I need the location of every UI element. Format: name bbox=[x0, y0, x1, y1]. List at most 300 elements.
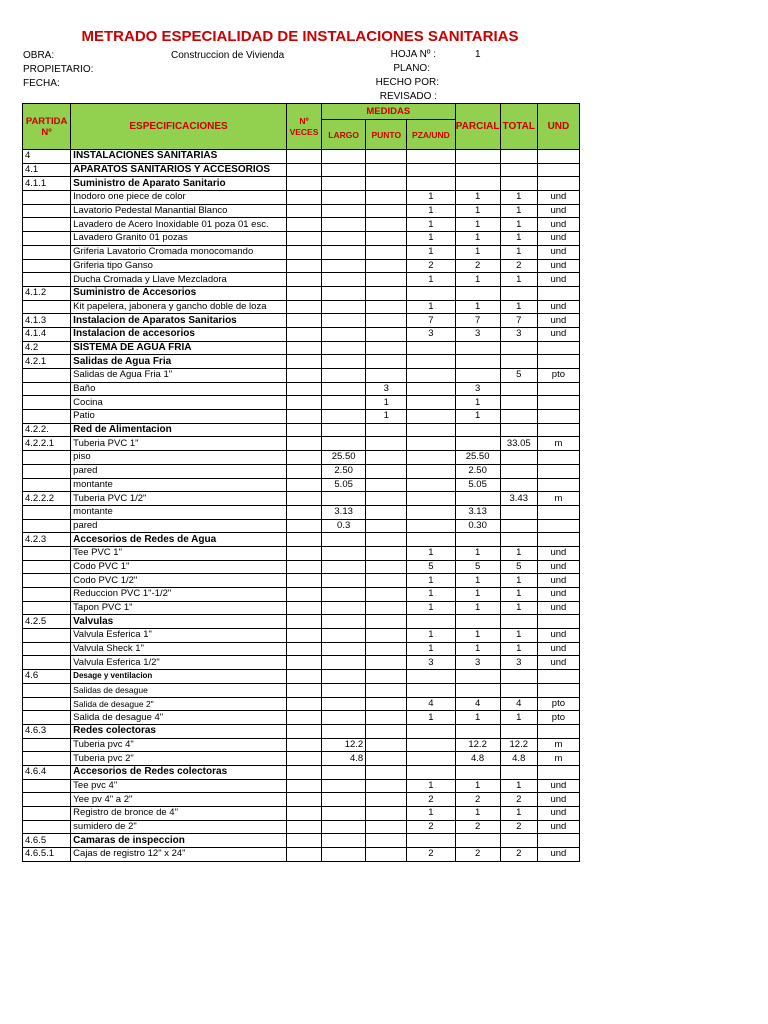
cell-und: und bbox=[537, 807, 579, 821]
cell-pza: 1 bbox=[407, 204, 455, 218]
cell-especificacion: APARATOS SANITARIOS Y ACCESORIOS bbox=[71, 163, 287, 177]
table-row bbox=[23, 642, 580, 656]
cell-especificacion: Valvulas bbox=[71, 615, 287, 629]
hecho-label: HECHO POR: bbox=[375, 77, 439, 88]
cell-pza: 1 bbox=[407, 779, 455, 793]
cell-punto bbox=[366, 163, 407, 177]
cell-partida bbox=[23, 560, 71, 574]
cell-parcial: 1 bbox=[455, 218, 500, 232]
table-row bbox=[23, 574, 580, 588]
cell-partida: 4.2.2. bbox=[23, 423, 71, 437]
cell-punto bbox=[366, 807, 407, 821]
cell-punto bbox=[366, 738, 407, 752]
cell-largo bbox=[322, 629, 366, 643]
cell-total: 2 bbox=[500, 848, 537, 862]
page-title: METRADO ESPECIALIDAD DE INSTALACIONES SANITARIAS bbox=[81, 28, 519, 45]
cell-largo bbox=[322, 793, 366, 807]
table-row bbox=[23, 150, 580, 164]
cell-parcial bbox=[455, 355, 500, 369]
cell-pza: 1 bbox=[407, 300, 455, 314]
table-row bbox=[23, 588, 580, 602]
cell-total: 1 bbox=[500, 191, 537, 205]
cell-punto bbox=[366, 355, 407, 369]
cell-und bbox=[537, 410, 579, 424]
cell-veces bbox=[286, 150, 321, 164]
cell-especificacion: Tee pvc 4" bbox=[71, 779, 287, 793]
cell-pza: 1 bbox=[407, 218, 455, 232]
cell-largo bbox=[322, 259, 366, 273]
cell-partida bbox=[23, 546, 71, 560]
cell-partida bbox=[23, 683, 71, 697]
table-row bbox=[23, 464, 580, 478]
cell-total: 1 bbox=[500, 711, 537, 725]
cell-largo bbox=[322, 150, 366, 164]
revisado-label: REVISADO : bbox=[379, 91, 437, 102]
cell-punto bbox=[366, 793, 407, 807]
cell-especificacion: Cajas de registro 12" x 24" bbox=[71, 848, 287, 862]
cell-pza: 1 bbox=[407, 588, 455, 602]
cell-total: 7 bbox=[500, 314, 537, 328]
cell-especificacion: Salidas de desague bbox=[71, 683, 287, 697]
cell-parcial: 3 bbox=[455, 656, 500, 670]
cell-especificacion: Camaras de inspeccion bbox=[71, 834, 287, 848]
cell-especificacion: Griferia tipo Ganso bbox=[71, 259, 287, 273]
cell-largo bbox=[322, 423, 366, 437]
cell-parcial: 5 bbox=[455, 560, 500, 574]
cell-total: 1 bbox=[500, 546, 537, 560]
cell-partida: 4.1.3 bbox=[23, 314, 71, 328]
cell-largo bbox=[322, 437, 366, 451]
cell-partida bbox=[23, 738, 71, 752]
cell-veces bbox=[286, 615, 321, 629]
cell-parcial bbox=[455, 765, 500, 779]
cell-parcial: 1 bbox=[455, 588, 500, 602]
cell-parcial: 1 bbox=[455, 574, 500, 588]
cell-parcial bbox=[455, 423, 500, 437]
cell-veces bbox=[286, 369, 321, 383]
cell-largo bbox=[322, 355, 366, 369]
table-row bbox=[23, 752, 580, 766]
cell-especificacion: Valvula Sheck 1" bbox=[71, 642, 287, 656]
cell-total: 1 bbox=[500, 642, 537, 656]
cell-partida bbox=[23, 464, 71, 478]
cell-und: pto bbox=[537, 697, 579, 711]
cell-punto bbox=[366, 464, 407, 478]
cell-veces bbox=[286, 820, 321, 834]
cell-veces bbox=[286, 834, 321, 848]
cell-largo bbox=[322, 820, 366, 834]
cell-punto bbox=[366, 314, 407, 328]
cell-und: m bbox=[537, 492, 579, 506]
table-row bbox=[23, 848, 580, 862]
cell-parcial bbox=[455, 286, 500, 300]
cell-parcial: 1 bbox=[455, 300, 500, 314]
cell-partida: 4.6 bbox=[23, 670, 71, 684]
table-row bbox=[23, 738, 580, 752]
cell-largo bbox=[322, 410, 366, 424]
cell-veces bbox=[286, 451, 321, 465]
cell-veces bbox=[286, 273, 321, 287]
plano-label: PLANO: bbox=[393, 63, 430, 74]
cell-pza bbox=[407, 834, 455, 848]
cell-partida bbox=[23, 245, 71, 259]
cell-veces bbox=[286, 670, 321, 684]
hoja-label: HOJA Nº : bbox=[390, 49, 436, 60]
table-row bbox=[23, 629, 580, 643]
cell-pza bbox=[407, 724, 455, 738]
cell-total bbox=[500, 478, 537, 492]
cell-punto bbox=[366, 588, 407, 602]
cell-veces bbox=[286, 779, 321, 793]
cell-und bbox=[537, 150, 579, 164]
cell-largo bbox=[322, 670, 366, 684]
cell-especificacion: Reduccion PVC 1"-1/2" bbox=[71, 588, 287, 602]
cell-parcial: 1 bbox=[455, 642, 500, 656]
cell-veces bbox=[286, 492, 321, 506]
cell-punto bbox=[366, 150, 407, 164]
cell-und bbox=[537, 396, 579, 410]
cell-especificacion: Lavadero Granito 01 pozas bbox=[71, 232, 287, 246]
cell-especificacion: Patio bbox=[71, 410, 287, 424]
cell-punto bbox=[366, 218, 407, 232]
cell-punto bbox=[366, 177, 407, 191]
cell-veces bbox=[286, 629, 321, 643]
cell-punto bbox=[366, 560, 407, 574]
cell-total: 3 bbox=[500, 327, 537, 341]
cell-largo bbox=[322, 560, 366, 574]
cell-pza: 2 bbox=[407, 259, 455, 273]
cell-especificacion: SISTEMA DE AGUA FRIA bbox=[71, 341, 287, 355]
cell-partida bbox=[23, 451, 71, 465]
table-row bbox=[23, 697, 580, 711]
cell-especificacion: INSTALACIONES SANITARIAS bbox=[71, 150, 287, 164]
cell-und: und bbox=[537, 218, 579, 232]
cell-partida bbox=[23, 300, 71, 314]
cell-punto bbox=[366, 752, 407, 766]
cell-und bbox=[537, 355, 579, 369]
cell-total: 1 bbox=[500, 629, 537, 643]
cell-pza: 1 bbox=[407, 601, 455, 615]
cell-partida bbox=[23, 656, 71, 670]
table-row bbox=[23, 601, 580, 615]
cell-total: 1 bbox=[500, 232, 537, 246]
cell-partida bbox=[23, 601, 71, 615]
cell-parcial: 2 bbox=[455, 848, 500, 862]
table-row bbox=[23, 396, 580, 410]
cell-parcial: 12.2 bbox=[455, 738, 500, 752]
cell-partida bbox=[23, 711, 71, 725]
cell-total: 1 bbox=[500, 588, 537, 602]
cell-veces bbox=[286, 245, 321, 259]
cell-veces bbox=[286, 560, 321, 574]
cell-und bbox=[537, 177, 579, 191]
cell-und bbox=[537, 505, 579, 519]
table-row bbox=[23, 670, 580, 684]
table-row bbox=[23, 807, 580, 821]
cell-pza bbox=[407, 738, 455, 752]
cell-largo bbox=[322, 204, 366, 218]
cell-veces bbox=[286, 738, 321, 752]
cell-especificacion: Tuberia PVC 1/2" bbox=[71, 492, 287, 506]
cell-und bbox=[537, 382, 579, 396]
cell-pza: 2 bbox=[407, 820, 455, 834]
cell-total bbox=[500, 670, 537, 684]
cell-total: 3 bbox=[500, 656, 537, 670]
cell-especificacion: Tuberia pvc 2" bbox=[71, 752, 287, 766]
cell-parcial: 3.13 bbox=[455, 505, 500, 519]
cell-largo bbox=[322, 683, 366, 697]
cell-largo bbox=[322, 724, 366, 738]
cell-veces bbox=[286, 191, 321, 205]
cell-veces bbox=[286, 711, 321, 725]
cell-pza: 2 bbox=[407, 793, 455, 807]
cell-und: m bbox=[537, 752, 579, 766]
cell-punto bbox=[366, 437, 407, 451]
table-row bbox=[23, 560, 580, 574]
cell-parcial bbox=[455, 177, 500, 191]
cell-largo bbox=[322, 779, 366, 793]
cell-especificacion: Kit papelera, jabonera y gancho doble de loza bbox=[71, 300, 287, 314]
cell-pza: 5 bbox=[407, 560, 455, 574]
table-row bbox=[23, 505, 580, 519]
table-row bbox=[23, 437, 580, 451]
cell-pza bbox=[407, 410, 455, 424]
cell-largo bbox=[322, 642, 366, 656]
cell-pza bbox=[407, 533, 455, 547]
cell-especificacion: Redes colectoras bbox=[71, 724, 287, 738]
cell-total: 4.8 bbox=[500, 752, 537, 766]
cell-punto bbox=[366, 232, 407, 246]
cell-especificacion: Lavatorio Pedestal Manantial Blanco bbox=[71, 204, 287, 218]
cell-punto bbox=[366, 656, 407, 670]
cell-total: 1 bbox=[500, 204, 537, 218]
cell-veces bbox=[286, 505, 321, 519]
cell-und bbox=[537, 834, 579, 848]
cell-pza bbox=[407, 437, 455, 451]
table-row bbox=[23, 191, 580, 205]
table-row bbox=[23, 779, 580, 793]
cell-largo bbox=[322, 848, 366, 862]
cell-pza: 1 bbox=[407, 642, 455, 656]
cell-especificacion: Tee PVC 1" bbox=[71, 546, 287, 560]
cell-und: und bbox=[537, 273, 579, 287]
cell-partida bbox=[23, 218, 71, 232]
cell-pza: 7 bbox=[407, 314, 455, 328]
cell-pza: 1 bbox=[407, 807, 455, 821]
cell-total bbox=[500, 286, 537, 300]
cell-partida bbox=[23, 204, 71, 218]
cell-und bbox=[537, 451, 579, 465]
cell-especificacion: montante bbox=[71, 478, 287, 492]
col-parcial: PARCIAL bbox=[455, 104, 500, 150]
cell-punto bbox=[366, 191, 407, 205]
cell-pza: 3 bbox=[407, 327, 455, 341]
cell-veces bbox=[286, 642, 321, 656]
cell-total: 2 bbox=[500, 793, 537, 807]
cell-veces bbox=[286, 396, 321, 410]
cell-total: 1 bbox=[500, 601, 537, 615]
table-row bbox=[23, 656, 580, 670]
cell-und: und bbox=[537, 560, 579, 574]
cell-largo bbox=[322, 834, 366, 848]
cell-especificacion: montante bbox=[71, 505, 287, 519]
cell-total: 1 bbox=[500, 779, 537, 793]
cell-partida: 4.1.1 bbox=[23, 177, 71, 191]
table-row bbox=[23, 724, 580, 738]
cell-total bbox=[500, 177, 537, 191]
cell-veces bbox=[286, 163, 321, 177]
cell-pza bbox=[407, 382, 455, 396]
cell-partida bbox=[23, 697, 71, 711]
cell-especificacion: pared bbox=[71, 464, 287, 478]
cell-punto bbox=[366, 711, 407, 725]
cell-total bbox=[500, 423, 537, 437]
cell-punto bbox=[366, 259, 407, 273]
cell-total: 1 bbox=[500, 245, 537, 259]
table-row bbox=[23, 327, 580, 341]
cell-parcial: 0.30 bbox=[455, 519, 500, 533]
cell-und: m bbox=[537, 437, 579, 451]
cell-partida bbox=[23, 779, 71, 793]
cell-pza: 1 bbox=[407, 629, 455, 643]
cell-veces bbox=[286, 314, 321, 328]
cell-parcial: 1 bbox=[455, 807, 500, 821]
cell-veces bbox=[286, 204, 321, 218]
col-especificaciones: ESPECIFICACIONES bbox=[71, 104, 287, 150]
cell-pza: 1 bbox=[407, 711, 455, 725]
table-row bbox=[23, 451, 580, 465]
col-largo: LARGO bbox=[322, 120, 366, 150]
cell-especificacion: pared bbox=[71, 519, 287, 533]
cell-total bbox=[500, 505, 537, 519]
cell-partida: 4.2.5 bbox=[23, 615, 71, 629]
cell-total bbox=[500, 724, 537, 738]
cell-pza bbox=[407, 464, 455, 478]
col-total: TOTAL bbox=[500, 104, 537, 150]
cell-largo bbox=[322, 382, 366, 396]
cell-und: und bbox=[537, 793, 579, 807]
cell-largo bbox=[322, 314, 366, 328]
cell-partida: 4.2.1 bbox=[23, 355, 71, 369]
cell-veces bbox=[286, 533, 321, 547]
table-row bbox=[23, 793, 580, 807]
cell-parcial: 1 bbox=[455, 410, 500, 424]
cell-punto bbox=[366, 779, 407, 793]
cell-und: und bbox=[537, 314, 579, 328]
cell-partida: 4 bbox=[23, 150, 71, 164]
cell-largo: 3.13 bbox=[322, 505, 366, 519]
cell-largo bbox=[322, 177, 366, 191]
cell-und bbox=[537, 670, 579, 684]
cell-pza: 1 bbox=[407, 191, 455, 205]
cell-und bbox=[537, 615, 579, 629]
cell-und: und bbox=[537, 820, 579, 834]
cell-especificacion: Instalacion de Aparatos Sanitarios bbox=[71, 314, 287, 328]
cell-especificacion: Inodoro one piece de color bbox=[71, 191, 287, 205]
table-row bbox=[23, 711, 580, 725]
cell-parcial: 1 bbox=[455, 273, 500, 287]
cell-pza: 1 bbox=[407, 546, 455, 560]
cell-partida bbox=[23, 478, 71, 492]
cell-parcial bbox=[455, 369, 500, 383]
cell-parcial: 1 bbox=[455, 601, 500, 615]
table-row bbox=[23, 683, 580, 697]
cell-especificacion: Yee pv 4" a 2" bbox=[71, 793, 287, 807]
cell-und: pto bbox=[537, 711, 579, 725]
cell-punto bbox=[366, 765, 407, 779]
cell-pza: 1 bbox=[407, 232, 455, 246]
cell-partida bbox=[23, 519, 71, 533]
cell-punto bbox=[366, 300, 407, 314]
cell-punto bbox=[366, 642, 407, 656]
table-row bbox=[23, 300, 580, 314]
cell-punto bbox=[366, 533, 407, 547]
table-row bbox=[23, 382, 580, 396]
cell-punto bbox=[366, 451, 407, 465]
cell-largo bbox=[322, 300, 366, 314]
cell-largo bbox=[322, 601, 366, 615]
cell-largo bbox=[322, 327, 366, 341]
cell-total bbox=[500, 834, 537, 848]
cell-largo: 4.8 bbox=[322, 752, 366, 766]
cell-und bbox=[537, 533, 579, 547]
table-row bbox=[23, 245, 580, 259]
cell-parcial bbox=[455, 834, 500, 848]
cell-largo bbox=[322, 273, 366, 287]
cell-punto bbox=[366, 834, 407, 848]
cell-pza: 1 bbox=[407, 574, 455, 588]
col-partida: PARTIDA Nº bbox=[23, 104, 71, 150]
cell-pza bbox=[407, 177, 455, 191]
cell-total: 1 bbox=[500, 574, 537, 588]
cell-pza bbox=[407, 163, 455, 177]
cell-partida bbox=[23, 410, 71, 424]
cell-pza: 2 bbox=[407, 848, 455, 862]
cell-veces bbox=[286, 574, 321, 588]
cell-partida bbox=[23, 382, 71, 396]
cell-und: pto bbox=[537, 369, 579, 383]
cell-punto bbox=[366, 423, 407, 437]
cell-total bbox=[500, 382, 537, 396]
table-row bbox=[23, 820, 580, 834]
cell-veces bbox=[286, 601, 321, 615]
cell-und: und bbox=[537, 191, 579, 205]
cell-especificacion: Codo PVC 1/2" bbox=[71, 574, 287, 588]
hoja-value: 1 bbox=[475, 49, 481, 60]
col-veces: Nº VECES bbox=[286, 104, 321, 150]
cell-especificacion: Cocina bbox=[71, 396, 287, 410]
cell-pza bbox=[407, 423, 455, 437]
table-row bbox=[23, 492, 580, 506]
cell-total: 2 bbox=[500, 259, 537, 273]
cell-especificacion: Registro de bronce de 4" bbox=[71, 807, 287, 821]
table-row bbox=[23, 163, 580, 177]
cell-especificacion: piso bbox=[71, 451, 287, 465]
cell-partida bbox=[23, 505, 71, 519]
cell-largo bbox=[322, 492, 366, 506]
cell-und: und bbox=[537, 779, 579, 793]
cell-veces bbox=[286, 177, 321, 191]
cell-punto bbox=[366, 683, 407, 697]
cell-total: 1 bbox=[500, 807, 537, 821]
cell-veces bbox=[286, 793, 321, 807]
cell-especificacion: Tuberia PVC 1" bbox=[71, 437, 287, 451]
cell-punto bbox=[366, 574, 407, 588]
cell-pza: 3 bbox=[407, 656, 455, 670]
cell-total: 3.43 bbox=[500, 492, 537, 506]
table-row bbox=[23, 259, 580, 273]
cell-veces bbox=[286, 410, 321, 424]
